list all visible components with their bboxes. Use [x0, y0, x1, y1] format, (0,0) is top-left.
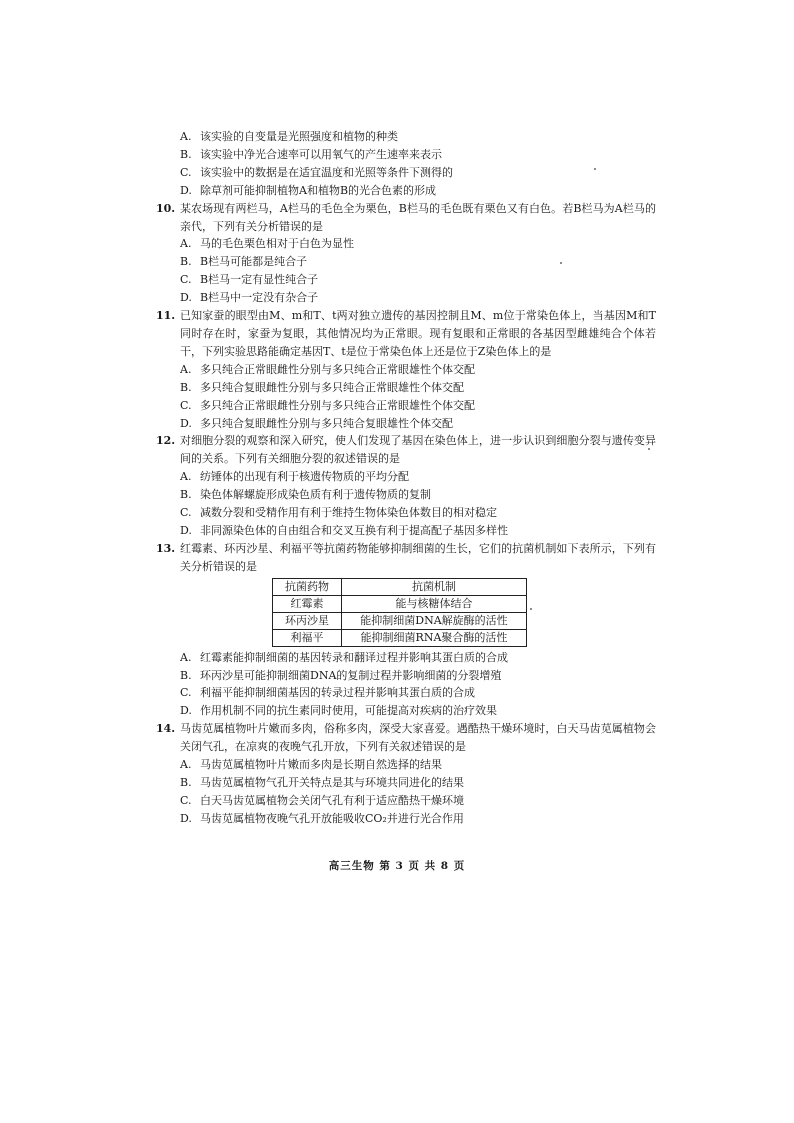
table-cell: 利福平	[273, 629, 342, 646]
table-cell: 能抑制细菌DNA解旋酶的活性	[342, 612, 527, 629]
question-stem: 马齿苋属植物叶片嫩而多肉，俗称多肉，深受大家喜爱。遇酷热干燥环境时，白天马齿苋属植物会关闭气孔，在凉爽的夜晚气孔开放，下列有关叙述错误的是	[180, 722, 656, 754]
q14-option-c: C. 白天马齿苋属植物会关闭气孔有利于适应酷热干燥环境	[180, 793, 464, 807]
q10-option-b: B. B栏马可能都是纯合子	[180, 255, 308, 269]
question-13	[156, 540, 656, 720]
question-14	[156, 720, 656, 827]
q10-option-d: D. B栏马中一定没有杂合子	[180, 291, 319, 305]
table-cell: 环丙沙星	[273, 612, 342, 629]
q9-option-b: B. 该实验中净光合速率可以用氧气的产生速率来表示	[180, 147, 442, 161]
q14-option-a: A. 马齿苋属植物叶片嫩而多肉是长期自然选择的结果	[180, 758, 442, 772]
question-11	[156, 307, 656, 432]
question-stem: 某农场现有两栏马，A栏马的毛色全为栗色，B栏马的毛色既有栗色又有白色。若B栏马为A栏马的亲代，下列有关分析错误的是	[180, 201, 656, 233]
question-number: 13.	[156, 541, 176, 555]
exam-content	[156, 128, 656, 828]
table-row	[273, 595, 527, 612]
table-cell: 红霉素	[273, 595, 342, 612]
question-number: 10.	[156, 201, 176, 215]
table-cell: 能与核糖体结合	[342, 595, 527, 612]
question-number: 11.	[156, 309, 176, 323]
q11-option-d: D. 多只纯合复眼雌性分别与多只纯合复眼雄性个体交配	[180, 416, 453, 430]
question-stem: 红霉素、环丙沙星、利福平等抗菌药物能够抑制细菌的生长，它们的抗菌机制如下表所示，下列有关分析错误的是	[180, 541, 656, 573]
scan-speck	[560, 262, 562, 264]
scan-speck	[594, 168, 596, 170]
q13-option-c: C. 利福平能抑制细菌基因的转录过程并影响其蛋白质的合成	[180, 686, 475, 700]
table-cell: 能抑制细菌RNA聚合酶的活性	[342, 629, 527, 646]
q12-option-d: D. 非同源染色体的自由组合和交叉互换有利于提高配子基因多样性	[180, 523, 508, 537]
table-row	[273, 612, 527, 629]
question-10	[156, 200, 656, 307]
q10-option-c: C. B栏马一定有显性纯合子	[180, 273, 319, 287]
question-9-options	[156, 128, 656, 200]
q14-option-d: D. 马齿苋属植物夜晚气孔开放能吸收CO₂并进行光合作用	[180, 811, 464, 825]
table-header: 抗菌药物	[273, 578, 342, 595]
q11-option-c: C. 多只纯合正常眼雌性分别与多只纯合正常眼雄性个体交配	[180, 398, 475, 412]
table-header: 抗菌机制	[342, 578, 527, 595]
q12-option-a: A. 纺锤体的出现有利于核遗传物质的平均分配	[180, 470, 409, 484]
q13-option-a: A. 红霉素能抑制细菌的基因转录和翻译过程并影响其蛋白质的合成	[180, 650, 508, 664]
q14-option-b: B. 马齿苋属植物气孔开关特点是其与环境共同进化的结果	[180, 776, 464, 789]
question-stem: 对细胞分裂的观察和深入研究，使人们发现了基因在染色体上，进一步认识到细胞分裂与遗传变异间的关系。下列有关细胞分裂的叙述错误的是	[180, 434, 656, 466]
q13-option-d: D. 作用机制不同的抗生素同时使用，可能提高对疾病的治疗效果	[180, 704, 497, 718]
q9-option-d: D. 除草剂可能抑制植物A和植物B的光合色素的形成	[180, 183, 437, 197]
q11-option-a: A. 多只纯合正常眼雌性分别与多只纯合正常眼雄性个体交配	[180, 362, 475, 376]
q9-option-a: A. 该实验的自变量是光照强度和植物的种类	[180, 130, 398, 143]
question-number: 12.	[156, 434, 176, 448]
question-stem: 已知家蚕的眼型由M、m和T、t两对独立遗传的基因控制且M、m位于常染色体上，当基因M和T同时存在时，家蚕为复眼，其他情况均为正常眼。现有复眼和正常眼的各基因型雌雄纯合个体若干，下列实验思路能确定基因T、t是位于常染色体上还是位于Z染色体上的是	[180, 309, 656, 358]
scan-speck	[530, 608, 532, 610]
antibiotic-mechanism-table	[272, 578, 527, 647]
table-header-row	[273, 578, 527, 595]
question-12	[156, 432, 656, 539]
scan-speck	[648, 448, 650, 450]
q11-option-b: B. 多只纯合复眼雌性分别与多只纯合正常眼雄性个体交配	[180, 380, 464, 394]
table-row	[273, 629, 527, 646]
q9-option-c: C. 该实验中的数据是在适宜温度和光照等条件下测得的	[180, 165, 453, 179]
q10-option-a: A. 马的毛色栗色相对于白色为显性	[180, 237, 354, 251]
q12-option-c: C. 减数分裂和受精作用有利于维持生物体染色体数目的相对稳定	[180, 506, 497, 520]
question-number: 14.	[156, 722, 176, 736]
q12-option-b: B. 染色体解螺旋形成染色质有利于遗传物质的复制	[180, 488, 431, 502]
q13-option-b: B. 环丙沙星可能抑制细菌DNA的复制过程并影响细菌的分裂增殖	[180, 668, 502, 682]
page-footer: 高三生物 第 3 页 共 8 页	[328, 860, 466, 872]
